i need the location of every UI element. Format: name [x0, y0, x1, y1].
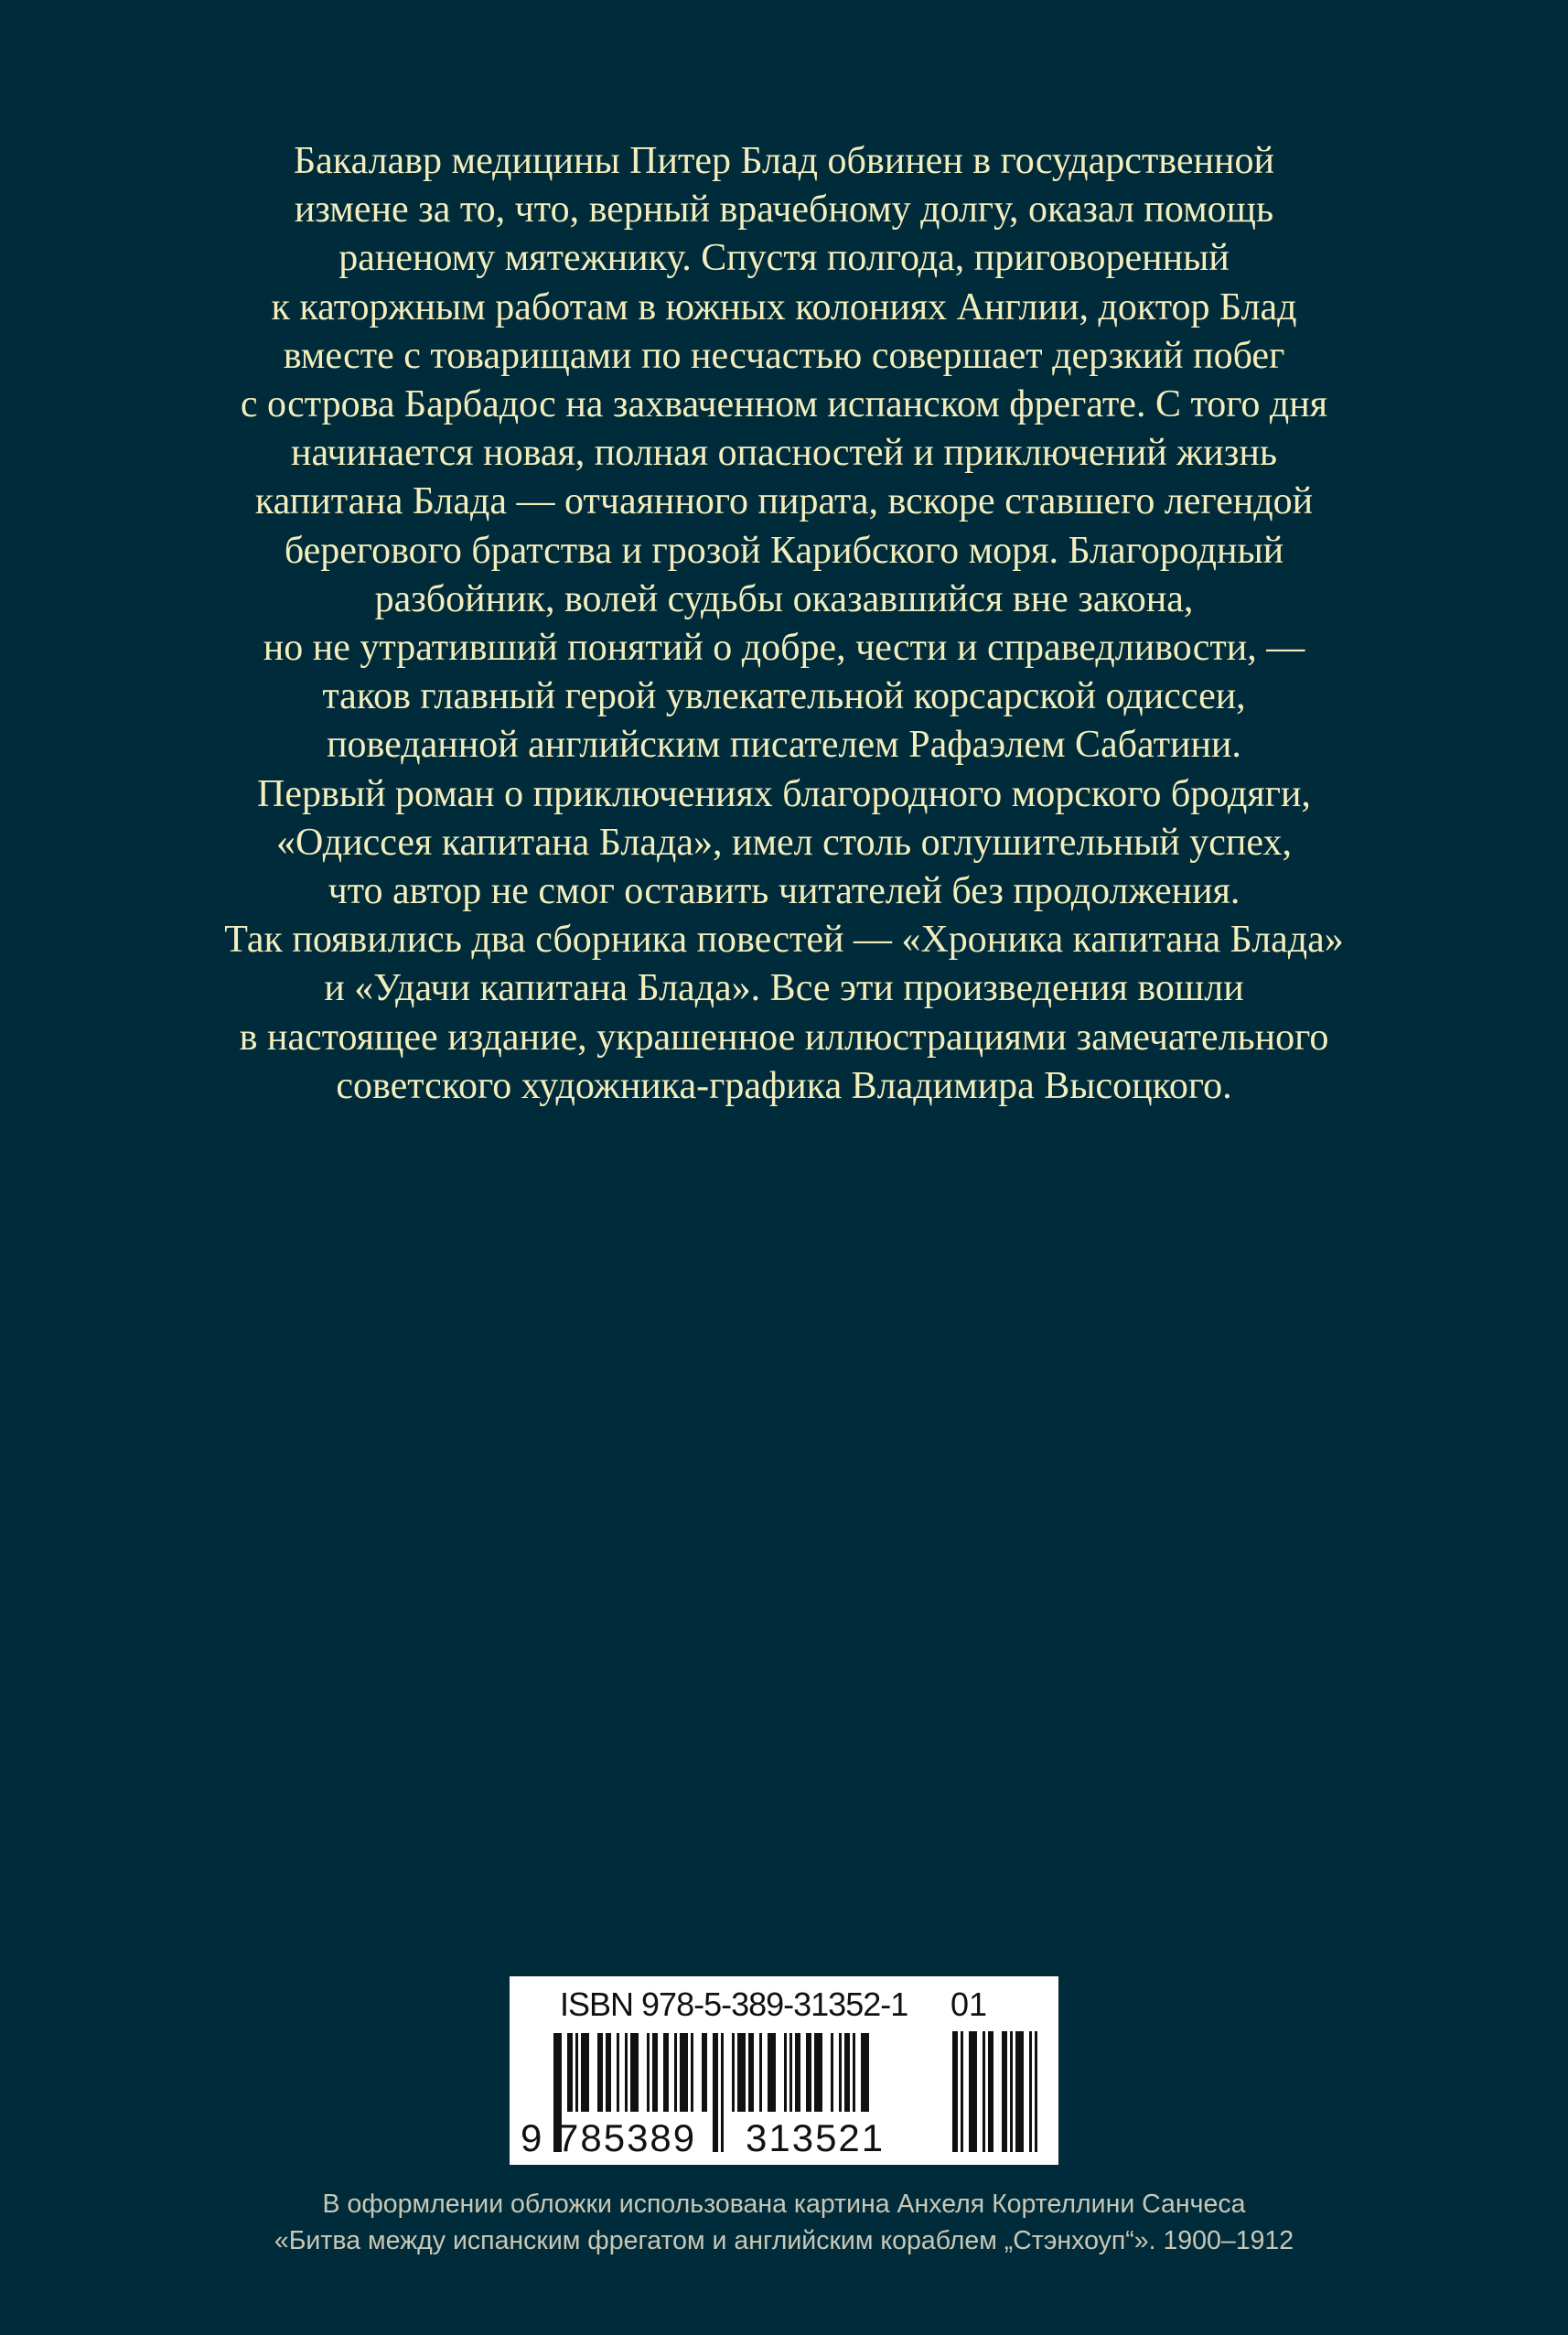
annotation-line: и «Удачи капитана Блада». Все эти произведения вошли	[324, 967, 1244, 1010]
annotation-line: капитана Блада — отчаянного пирата, вскоре ставшего легендой	[254, 480, 1314, 523]
credits-line: В оформлении обложки использована картина Анхеля Кортеллини Санчеса	[322, 2190, 1246, 2219]
isbn-addon-label: 01	[950, 1985, 988, 2023]
annotation-line: измене за то, что, верный врачебному долгу, оказал помощь	[294, 188, 1274, 231]
annotation-line: поведанной английским писателем Рафаэлем Сабатини.	[327, 724, 1241, 767]
annotation-line: к каторжным работам в южных колониях Англии, доктор Блад	[271, 285, 1297, 328]
barcode-lead-digit: 9	[521, 2116, 542, 2159]
annotation-line: в настоящее издание, украшенное иллюстрациями замечательного	[239, 1016, 1329, 1059]
credits-line: «Битва между испанским фрегатом и английским кораблем „Стэнхоуп“». 1900–1912	[274, 2226, 1294, 2255]
annotation-line: советского художника-графика Владимира Высоцкого.	[336, 1064, 1232, 1107]
annotation-line: начинается новая, полная опасностей и приключений жизнь	[290, 432, 1278, 475]
barcode-digits-left: 785389	[557, 2116, 697, 2159]
annotation-line: раненому мятежнику. Спустя полгода, приговоренный	[338, 237, 1230, 280]
annotation-line: с острова Барбадос на захваченном испанском фрегате. С того дня	[240, 383, 1328, 426]
annotation-line: разбойник, волей судьбы оказавшийся вне закона,	[374, 577, 1194, 620]
annotation-line: но не утративший понятий о добре, чести и справедливости, —	[263, 627, 1305, 670]
book-annotation	[0, 137, 1568, 1111]
annotation-line: берегового братства и грозой Карибского моря. Благородный	[284, 529, 1284, 572]
barcode-digits-right: 313521	[746, 2116, 886, 2159]
annotation-line: Бакалавр медицины Питер Блад обвинен в государственной	[294, 140, 1274, 182]
annotation-line: вместе с товарищами по несчастью совершает дерзкий побег	[283, 334, 1285, 377]
annotation-line: Первый роман о приключениях благородного морского бродяги,	[257, 772, 1311, 815]
annotation-line: что автор не смог оставить читателей без продолжения.	[328, 870, 1240, 913]
isbn-barcode	[510, 1976, 1058, 2165]
cover-credits	[0, 2186, 1568, 2259]
annotation-line: таков главный герой увлекательной корсарской одиссеи,	[322, 675, 1246, 718]
isbn-label: ISBN 978-5-389-31352-1	[560, 1985, 908, 2023]
annotation-line: Так появились два сборника повестей — «Хроника капитана Блада»	[224, 919, 1344, 962]
annotation-line: «Одиссея капитана Блада», имел столь оглушительный успех,	[275, 821, 1292, 864]
